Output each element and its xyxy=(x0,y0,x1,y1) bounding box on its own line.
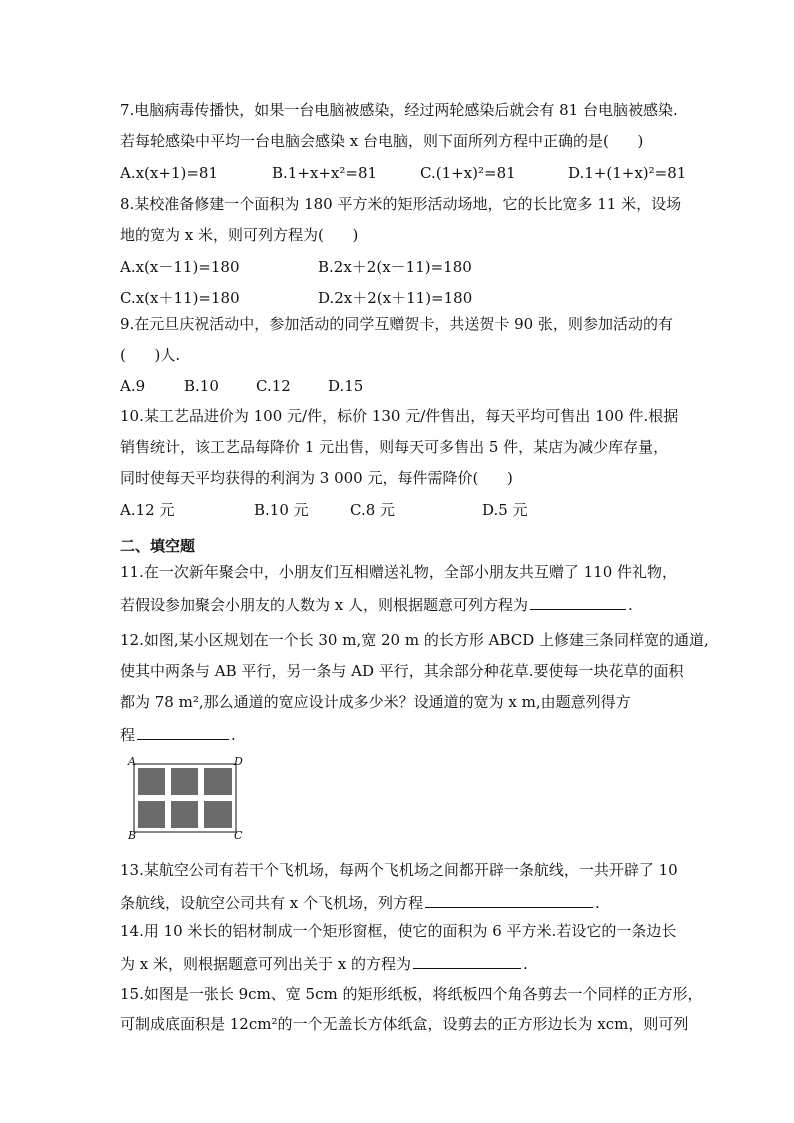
q14-line2 xyxy=(120,952,528,974)
q10-option-c: C.8 元 xyxy=(350,501,396,519)
q7-option-c: C.(1+x)²=81 xyxy=(420,164,516,182)
flowerbed-2 xyxy=(171,768,198,795)
q12-line1: 12.如图,某小区规划在一个长 30 m,宽 20 m 的长方形 ABCD 上修建三条同样宽的通道, xyxy=(120,631,709,649)
q11-line1: 11.在一次新年聚会中，小朋友们互相赠送礼物，全部小朋友共互赠了 110 件礼物， xyxy=(120,563,678,581)
q7-option-b: B.1+x+x²=81 xyxy=(272,164,378,182)
q13-answer-blank[interactable] xyxy=(425,891,593,908)
q10-option-b: B.10 元 xyxy=(254,501,309,519)
q15-line2: 可制成底面积是 12cm²的一个无盖长方体纸盒，设剪去的正方形边长为 xcm，则可列 xyxy=(120,1015,689,1033)
q12-line2: 使其中两条与 AB 平行，另一条与 AD 平行，其余部分种花草.要使每一块花草的面积 xyxy=(120,662,684,680)
q14-answer-blank[interactable] xyxy=(413,952,521,969)
q12-line3: 都为 78 m²,那么通道的宽应设计成多少米？设通道的宽为 x m,由题意列得方 xyxy=(120,693,631,711)
q8-option-a: A.x(x－11)=180 xyxy=(120,258,240,276)
q10-option-d: D.5 元 xyxy=(482,501,528,519)
q10-line1: 10.某工艺品进价为 100 元/件，标价 130 元/件售出，每天平均可售出 100 件.根据 xyxy=(120,407,679,425)
q10-option-a: A.12 元 xyxy=(120,501,175,519)
q9-option-a: A.9 xyxy=(120,377,146,395)
q14-line1: 14.用 10 米长的铝材制成一个矩形窗框，使它的面积为 6 平方米.若设它的一条边长 xyxy=(120,922,677,940)
flowerbed-3 xyxy=(204,768,232,795)
q8-option-b: B.2x＋2(x－11)=180 xyxy=(318,258,472,276)
q11-line2-text: 若假设参加聚会小朋友的人数为 x 人，则根据题意可列方程为 xyxy=(120,596,528,614)
q13-end: . xyxy=(595,894,600,912)
q8-line1: 8.某校准备修建一个面积为 180 平方米的矩形活动场地，它的长比宽多 11 米，设场 xyxy=(120,195,682,213)
flowerbed-6 xyxy=(204,801,232,828)
flowerbed-1 xyxy=(138,768,165,795)
q8-option-c: C.x(x＋11)=180 xyxy=(120,289,240,307)
flowerbed-5 xyxy=(171,801,198,828)
q9-option-d: D.15 xyxy=(328,377,364,395)
q14-end: . xyxy=(523,955,528,973)
q13-line2-text: 条航线，设航空公司共有 x 个飞机场，列方程 xyxy=(120,894,423,912)
section-heading: 二、填空题 xyxy=(120,537,196,555)
flowerbed-4 xyxy=(138,801,165,828)
label-a: A xyxy=(128,755,136,768)
q8-line2: 地的宽为 x 米，则可列方程为( ) xyxy=(120,226,359,244)
q10-line2: 销售统计，该工艺品每降价 1 元出售，则每天可多售出 5 件，某店为减少库存量， xyxy=(120,438,669,456)
q14-line2-text: 为 x 米，则根据题意可列出关于 x 的方程为 xyxy=(120,955,411,973)
q13-line1: 13.某航空公司有若干个飞机场，每两个飞机场之间都开辟一条航线，一共开辟了 10 xyxy=(120,861,678,879)
q7-line1: 7.电脑病毒传播快，如果一台电脑被感染，经过两轮感染后就会有 81 台电脑被感染. xyxy=(120,101,678,119)
q10-line3: 同时使每天平均获得的利润为 3 000 元，每件需降价( ) xyxy=(120,469,513,487)
q11-end: . xyxy=(628,596,633,614)
label-d: D xyxy=(234,755,243,768)
label-b: B xyxy=(128,829,137,842)
q9-line1: 9.在元旦庆祝活动中，参加活动的同学互赠贺卡，共送贺卡 90 张，则参加活动的有 xyxy=(120,315,673,333)
garden-diagram-svg xyxy=(118,756,248,842)
q7-line2: 若每轮感染中平均一台电脑会感染 x 台电脑，则下面所列方程中正确的是( ) xyxy=(120,132,644,150)
q12-answer-blank[interactable] xyxy=(137,723,229,740)
q9-option-c: C.12 xyxy=(256,377,291,395)
q9-line2: ( )人. xyxy=(120,346,181,364)
q8-option-d: D.2x＋2(x＋11)=180 xyxy=(318,289,473,307)
q13-line2 xyxy=(120,891,600,913)
q12-line4-text: 程 xyxy=(120,726,136,744)
q9-option-b: B.10 xyxy=(184,377,219,395)
q7-option-d: D.1+(1+x)²=81 xyxy=(568,164,687,182)
label-c: C xyxy=(234,829,243,842)
garden-diagram xyxy=(118,756,248,842)
q12-line4 xyxy=(120,723,236,745)
q7-option-a: A.x(x+1)=81 xyxy=(120,164,218,182)
q15-line1: 15.如图是一张长 9cm、宽 5cm 的矩形纸板，将纸板四个角各剪去一个同样的正方形， xyxy=(120,985,703,1003)
q12-end: . xyxy=(231,726,236,744)
q11-line2 xyxy=(120,593,633,615)
q11-answer-blank[interactable] xyxy=(530,593,626,610)
